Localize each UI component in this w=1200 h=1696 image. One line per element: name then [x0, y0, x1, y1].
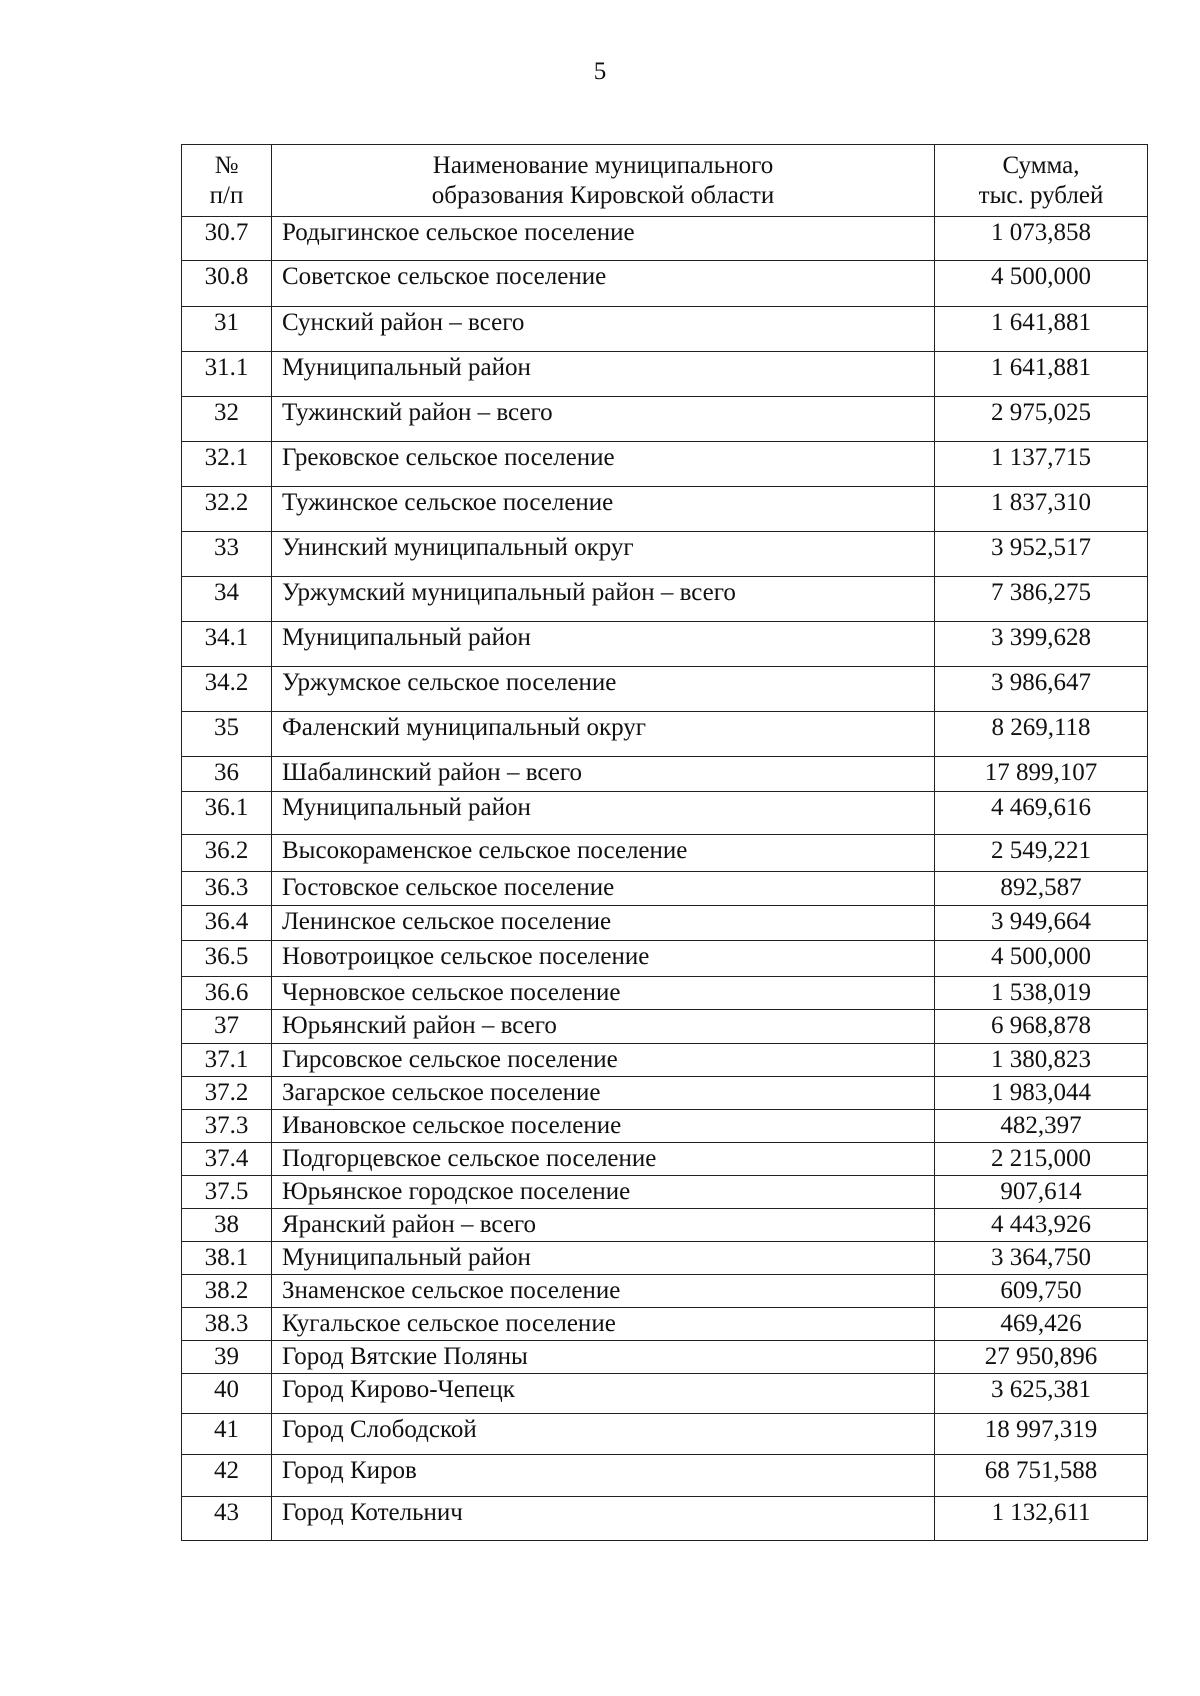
amount: 6 968,878 [935, 1010, 1148, 1044]
header-name-line2: образования Кировской области [431, 181, 775, 209]
municipality-name: Черновское сельское поселение [272, 977, 935, 1010]
amount: 3 364,750 [935, 1242, 1148, 1275]
table-row [182, 442, 1148, 487]
amount: 2 975,025 [935, 397, 1148, 442]
municipality-name: Город Киров [272, 1455, 935, 1497]
allocation-table [181, 144, 1148, 1541]
header-sum-line1: Сумма, [1002, 151, 1080, 179]
municipality-name: Муниципальный район [272, 792, 935, 835]
municipality-name: Уржумское сельское поселение [272, 667, 935, 712]
table-row [182, 217, 1148, 261]
municipality-name: Фаленский муниципальный округ [272, 712, 935, 757]
row-number: 36.1 [182, 792, 272, 835]
table-row [182, 261, 1148, 307]
row-number: 31.1 [182, 352, 272, 397]
row-number: 42 [182, 1455, 272, 1497]
municipality-name: Гостовское сельское поселение [272, 872, 935, 906]
amount: 469,426 [935, 1308, 1148, 1341]
amount: 3 399,628 [935, 622, 1148, 667]
table-row [182, 397, 1148, 442]
amount: 1 641,881 [935, 307, 1148, 352]
municipality-name: Юрьянский район – всего [272, 1010, 935, 1044]
municipality-name: Грековское сельское поселение [272, 442, 935, 487]
amount: 4 443,926 [935, 1209, 1148, 1242]
amount: 609,750 [935, 1275, 1148, 1308]
table-row [182, 712, 1148, 757]
municipality-name: Ивановское сельское поселение [272, 1110, 935, 1143]
amount: 3 952,517 [935, 532, 1148, 577]
header-number-line1: № [214, 151, 239, 179]
row-number: 37.5 [182, 1176, 272, 1209]
table-row [182, 1044, 1148, 1077]
row-number: 37 [182, 1010, 272, 1044]
header-sum [935, 145, 1148, 217]
table-row [182, 1374, 1148, 1414]
table-row [182, 1209, 1148, 1242]
municipality-name: Родыгинское сельское поселение [272, 217, 935, 261]
amount: 1 641,881 [935, 352, 1148, 397]
table-row [182, 1010, 1148, 1044]
amount: 8 269,118 [935, 712, 1148, 757]
municipality-name: Город Слободской [272, 1414, 935, 1455]
amount: 892,587 [935, 872, 1148, 906]
table-row [182, 1176, 1148, 1209]
amount: 3 949,664 [935, 906, 1148, 941]
header-sum-line2: тыс. рублей [978, 181, 1104, 209]
amount: 1 983,044 [935, 1077, 1148, 1110]
amount: 1 137,715 [935, 442, 1148, 487]
amount: 3 986,647 [935, 667, 1148, 712]
row-number: 31 [182, 307, 272, 352]
amount: 4 500,000 [935, 261, 1148, 307]
amount: 17 899,107 [935, 757, 1148, 792]
amount: 1 132,611 [935, 1497, 1148, 1541]
header-number-line2: п/п [209, 181, 244, 209]
row-number: 40 [182, 1374, 272, 1414]
row-number: 36 [182, 757, 272, 792]
row-number: 30.8 [182, 261, 272, 307]
municipality-name: Новотроицкое сельское поселение [272, 941, 935, 977]
amount: 1 073,858 [935, 217, 1148, 261]
municipality-name: Ленинское сельское поселение [272, 906, 935, 941]
table-row [182, 487, 1148, 532]
table-row [182, 792, 1148, 835]
municipality-name: Высокораменское сельское поселение [272, 835, 935, 872]
header-name-line1: Наименование муниципального [432, 151, 774, 179]
municipality-name: Город Котельнич [272, 1497, 935, 1541]
municipality-name: Унинский муниципальный округ [272, 532, 935, 577]
municipality-name: Город Вятские Поляны [272, 1341, 935, 1374]
row-number: 36.6 [182, 977, 272, 1010]
row-number: 37.2 [182, 1077, 272, 1110]
page-number: 5 [593, 58, 607, 85]
row-number: 35 [182, 712, 272, 757]
table-row [182, 1455, 1148, 1497]
municipality-name: Тужинский район – всего [272, 397, 935, 442]
table-row [182, 872, 1148, 906]
row-number: 33 [182, 532, 272, 577]
table-row [182, 977, 1148, 1010]
table-row [182, 1110, 1148, 1143]
table-row [182, 835, 1148, 872]
amount: 1 837,310 [935, 487, 1148, 532]
municipality-name: Загарское сельское поселение [272, 1077, 935, 1110]
table-row [182, 906, 1148, 941]
municipality-name: Знаменское сельское поселение [272, 1275, 935, 1308]
amount: 1 538,019 [935, 977, 1148, 1010]
row-number: 37.1 [182, 1044, 272, 1077]
municipality-name: Гирсовское сельское поселение [272, 1044, 935, 1077]
row-number: 38.1 [182, 1242, 272, 1275]
amount: 68 751,588 [935, 1455, 1148, 1497]
table-row [182, 1414, 1148, 1455]
table-row [182, 622, 1148, 667]
table-row [182, 757, 1148, 792]
row-number: 36.3 [182, 872, 272, 906]
amount: 27 950,896 [935, 1341, 1148, 1374]
amount: 1 380,823 [935, 1044, 1148, 1077]
amount: 482,397 [935, 1110, 1148, 1143]
amount: 3 625,381 [935, 1374, 1148, 1414]
row-number: 39 [182, 1341, 272, 1374]
municipality-name: Яранский район – всего [272, 1209, 935, 1242]
amount: 18 997,319 [935, 1414, 1148, 1455]
municipality-name: Юрьянское городское поселение [272, 1176, 935, 1209]
table-row [182, 577, 1148, 622]
row-number: 38.2 [182, 1275, 272, 1308]
row-number: 38.3 [182, 1308, 272, 1341]
municipality-name: Город Кирово-Чепецк [272, 1374, 935, 1414]
table-row [182, 1242, 1148, 1275]
row-number: 34.1 [182, 622, 272, 667]
row-number: 36.2 [182, 835, 272, 872]
amount: 2 549,221 [935, 835, 1148, 872]
municipality-name: Муниципальный район [272, 352, 935, 397]
table-row [182, 1275, 1148, 1308]
table-row [182, 1143, 1148, 1176]
table-row [182, 667, 1148, 712]
municipality-name: Сунский район – всего [272, 307, 935, 352]
row-number: 30.7 [182, 217, 272, 261]
header-number [182, 145, 272, 217]
row-number: 37.3 [182, 1110, 272, 1143]
row-number: 37.4 [182, 1143, 272, 1176]
table-row [182, 352, 1148, 397]
table-row [182, 1077, 1148, 1110]
row-number: 36.4 [182, 906, 272, 941]
municipality-name: Шабалинский район – всего [272, 757, 935, 792]
amount: 4 500,000 [935, 941, 1148, 977]
amount: 907,614 [935, 1176, 1148, 1209]
row-number: 41 [182, 1414, 272, 1455]
amount: 4 469,616 [935, 792, 1148, 835]
municipality-name: Советское сельское поселение [272, 261, 935, 307]
row-number: 43 [182, 1497, 272, 1541]
municipality-name: Подгорцевское сельское поселение [272, 1143, 935, 1176]
row-number: 32 [182, 397, 272, 442]
municipality-name: Кугальское сельское поселение [272, 1308, 935, 1341]
municipality-name: Муниципальный район [272, 622, 935, 667]
table-row [182, 1308, 1148, 1341]
municipality-name: Уржумский муниципальный район – всего [272, 577, 935, 622]
row-number: 34.2 [182, 667, 272, 712]
table-row [182, 307, 1148, 352]
row-number: 32.1 [182, 442, 272, 487]
row-number: 32.2 [182, 487, 272, 532]
table-row [182, 532, 1148, 577]
amount: 2 215,000 [935, 1143, 1148, 1176]
municipality-name: Тужинское сельское поселение [272, 487, 935, 532]
table-row [182, 1497, 1148, 1541]
table-header-row [182, 145, 1148, 217]
row-number: 34 [182, 577, 272, 622]
table-row [182, 1341, 1148, 1374]
table-row [182, 941, 1148, 977]
amount: 7 386,275 [935, 577, 1148, 622]
header-name [272, 145, 935, 217]
row-number: 36.5 [182, 941, 272, 977]
row-number: 38 [182, 1209, 272, 1242]
municipality-name: Муниципальный район [272, 1242, 935, 1275]
